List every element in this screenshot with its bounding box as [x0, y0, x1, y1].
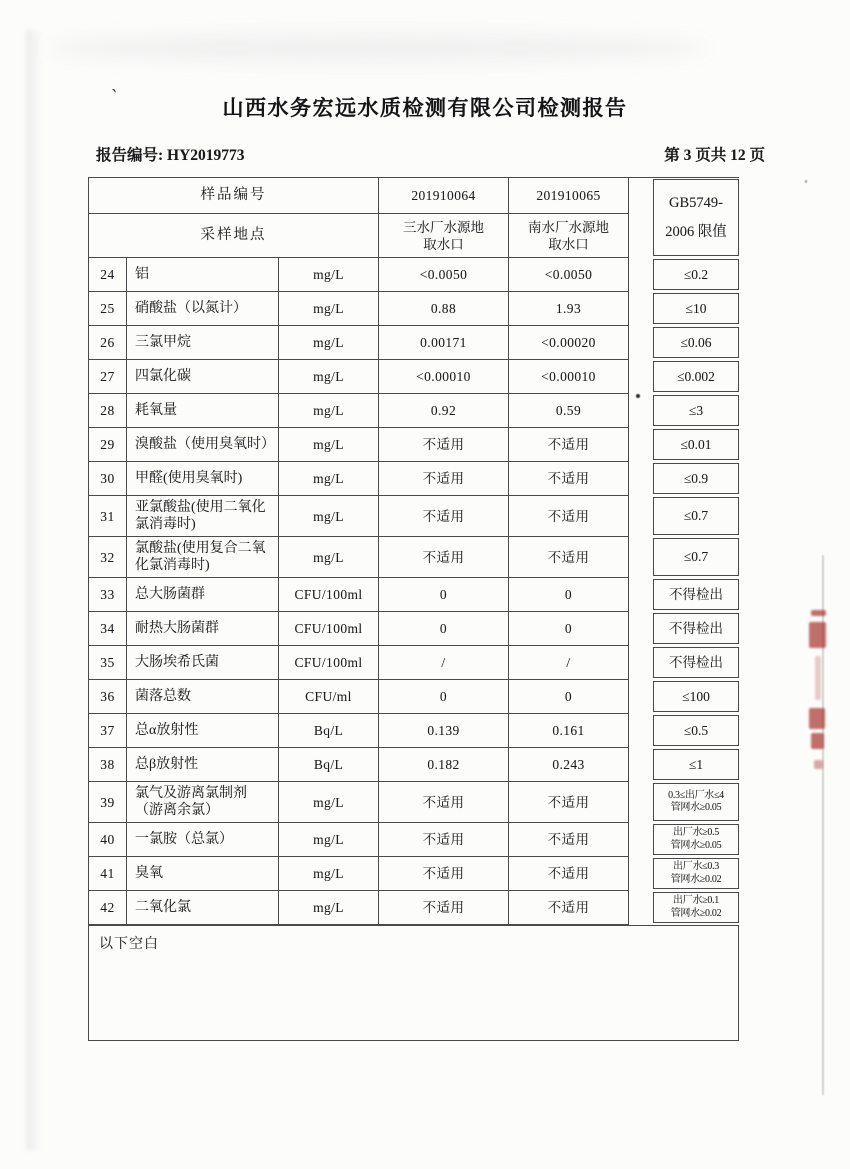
unit-cell: [279, 462, 379, 496]
limit-line1: 不得检出: [669, 586, 723, 602]
sample1-value: [379, 360, 509, 394]
unit-cell: [279, 612, 379, 646]
parameter-name: [127, 462, 279, 496]
sample1-value-text: 不适用: [422, 549, 465, 565]
limit-value: [653, 613, 739, 644]
unit-cell: [279, 326, 379, 360]
sample1-value: [379, 258, 509, 292]
sample1-value-text: 0.92: [430, 403, 457, 418]
sample1-value-text: 不适用: [422, 832, 465, 847]
sample1-value: [379, 578, 509, 612]
report-number-label: 报告编号:: [96, 147, 164, 164]
sample2-value: [509, 496, 629, 537]
limit-line1: ≤0.7: [683, 508, 709, 523]
row-number-text: 41: [100, 866, 115, 881]
spacer-column: [629, 214, 653, 258]
parameter-name: [127, 748, 279, 782]
parameter-name-text: 氯酸盐(使用复合二氧化氯消毒时): [135, 541, 266, 573]
sample1-value: [379, 646, 509, 680]
limit-value: [653, 647, 739, 678]
limit-value: [653, 858, 739, 889]
sample1-value: [379, 612, 509, 646]
parameter-name-text: 总α放射性: [135, 723, 199, 738]
row-number: [89, 326, 127, 360]
scan-smudge: [45, 34, 705, 62]
spacer-column: [629, 612, 653, 646]
sample2-value-text: 不适用: [547, 794, 590, 810]
sample2-value: [509, 748, 629, 782]
unit-text: mg/L: [313, 549, 344, 565]
sample2-value: [509, 680, 629, 714]
sample1-value-text: 不适用: [422, 471, 465, 486]
parameter-name-text: 硝酸盐（以氮计）: [135, 301, 247, 316]
sample2-value: [509, 428, 629, 462]
parameter-name-text: 铝: [135, 267, 149, 282]
limit-line2: 管网水≥0.02: [670, 907, 722, 919]
sample2-value: [509, 537, 629, 578]
parameter-name: [127, 823, 279, 857]
limit-line1: ≤0.2: [683, 266, 709, 282]
sample2-value-text: 不适用: [547, 549, 590, 565]
sample1-value-text: 0.00171: [420, 335, 467, 350]
sample1-value-text: /: [441, 655, 446, 670]
row-number: [89, 646, 127, 680]
unit-text: mg/L: [313, 471, 344, 486]
meta-row: [96, 143, 765, 165]
limit-line2: 管网水≥0.05: [670, 802, 722, 813]
parameter-name-text: 溴酸盐（使用臭氧时）: [135, 437, 275, 452]
row-number-text: 35: [100, 655, 115, 670]
sample2-value: [509, 782, 629, 823]
row-number-text: 33: [100, 587, 115, 602]
unit-text: mg/L: [313, 369, 344, 384]
row-number-text: 29: [100, 437, 115, 452]
unit-text: mg/L: [313, 437, 344, 452]
sample2-value: [509, 326, 629, 360]
sample1-value: [379, 748, 509, 782]
row-number-text: 28: [100, 403, 115, 418]
spacer-column: [629, 360, 653, 394]
parameter-name-text: 亚氯酸盐(使用二氧化氯消毒时): [135, 500, 266, 532]
unit-text: mg/L: [313, 832, 344, 847]
parameter-name-text: 二氧化氯: [135, 900, 191, 915]
sample2-site-line2: 取水口: [548, 236, 589, 252]
sample2-value: [509, 714, 629, 748]
stamp-fragment: [815, 656, 821, 700]
limit-value: [653, 361, 739, 392]
row-number: [89, 496, 127, 537]
parameter-name: [127, 680, 279, 714]
report-number-value: HY2019773: [167, 147, 245, 164]
parameter-name: [127, 326, 279, 360]
document-title: 山西水务宏远水质检测有限公司检测报告: [222, 97, 628, 120]
sample2-value-text: 0.161: [552, 723, 585, 738]
sample1-site-line2: 取水口: [423, 236, 464, 252]
limit-line1: ≤10: [685, 300, 707, 316]
row-number-text: 24: [100, 267, 115, 282]
parameter-name: [127, 428, 279, 462]
limit-line1: 出厂水≥0.1: [673, 895, 719, 906]
stamp-fragment: [811, 610, 826, 616]
sample2-value: [509, 360, 629, 394]
row-number: [89, 428, 127, 462]
limit-value: [653, 395, 739, 426]
parameter-name-text: 耐热大肠菌群: [135, 621, 219, 636]
spacer-column: [629, 496, 653, 537]
limit-line1: ≤100: [682, 688, 710, 704]
sample1-value: [379, 680, 509, 714]
limit-value: [653, 715, 739, 746]
red-stamp-artifact: [808, 610, 834, 778]
limit-line1: ≤0.01: [680, 436, 712, 452]
parameter-name-text: 耗氧量: [135, 403, 177, 418]
parameter-name-text: 三氯甲烷: [135, 335, 191, 350]
sample2-value-text: <0.00020: [541, 335, 596, 350]
row-number-text: 34: [100, 621, 115, 636]
unit-text: mg/L: [313, 335, 344, 350]
sample2-value: [509, 891, 629, 925]
parameter-name: [127, 782, 279, 823]
sample1-value-text: 0.88: [430, 301, 457, 316]
parameter-name: [127, 646, 279, 680]
sample2-value: [509, 258, 629, 292]
parameter-name-text: 氯气及游离氯制剂（游离余氯）: [135, 786, 247, 818]
spacer-column: [629, 891, 653, 925]
limit-value: [653, 327, 739, 358]
limit-value: [653, 259, 739, 290]
row-number: [89, 360, 127, 394]
page-left-edge-shadow: [26, 30, 42, 1150]
sample2-value: [509, 857, 629, 891]
unit-text: mg/L: [313, 794, 344, 810]
parameter-name: [127, 292, 279, 326]
stamp-fragment: [814, 760, 823, 769]
row-number-text: 25: [100, 301, 115, 316]
spacer-column: [629, 857, 653, 891]
sample2-value-text: 0.243: [552, 757, 585, 772]
sample2-site-line1: 南水厂水源地: [528, 219, 609, 235]
spacer-column: [629, 646, 653, 680]
row-number: [89, 823, 127, 857]
parameter-name: [127, 891, 279, 925]
limit-line1: ≤0.7: [683, 549, 709, 564]
row-number-text: 37: [100, 723, 115, 738]
limit-line1: 出厂水≥0.5: [673, 827, 719, 838]
row-number: [89, 857, 127, 891]
row-number-text: 31: [100, 508, 115, 524]
spacer-column: [629, 537, 653, 578]
sample1-value: [379, 428, 509, 462]
sample2-value-text: /: [566, 655, 571, 670]
parameter-name: [127, 578, 279, 612]
unit-text: Bq/L: [313, 757, 344, 772]
spacer-column: [629, 258, 653, 292]
sample2-value-text: 0: [564, 689, 573, 704]
limit-header-line1: GB5749-: [669, 194, 723, 211]
spacer-column: [629, 782, 653, 823]
row-number-text: 30: [100, 471, 115, 486]
sample1-value: [379, 496, 509, 537]
spacer-column: [629, 178, 653, 214]
limit-value: [653, 681, 739, 712]
sample1-value-text: 0: [439, 621, 448, 636]
sample2-site: [509, 214, 629, 258]
row-number-text: 39: [100, 794, 115, 810]
sample2-value: [509, 578, 629, 612]
unit-cell: [279, 646, 379, 680]
spacer-column: [629, 326, 653, 360]
spacer-column: [629, 748, 653, 782]
parameter-name: [127, 394, 279, 428]
parameter-name-text: 甲醛(使用臭氧时): [135, 471, 243, 486]
page-indicator: 第 3 页共 12 页: [664, 147, 765, 164]
limit-line2: 管网水≥0.02: [670, 873, 722, 885]
sample1-value-text: 不适用: [422, 508, 465, 524]
limit-value: [653, 783, 739, 821]
below-blank-note: 以下空白: [89, 925, 739, 1041]
ink-speck: [805, 180, 807, 183]
sample1-value-text: 不适用: [422, 437, 465, 452]
parameter-name: [127, 537, 279, 578]
results-table: [88, 177, 739, 1041]
unit-cell: [279, 680, 379, 714]
limit-value: [653, 892, 739, 923]
spacer-column: [629, 462, 653, 496]
unit-text: mg/L: [313, 301, 344, 316]
parameter-name: [127, 258, 279, 292]
spacer-column: [629, 292, 653, 326]
parameter-name: [127, 360, 279, 394]
row-number: [89, 578, 127, 612]
sample2-value: [509, 823, 629, 857]
row-number: [89, 258, 127, 292]
sample1-site: [379, 214, 509, 258]
sample-id-label: 样品编号: [89, 178, 379, 214]
sample2-value-text: 0.59: [555, 403, 582, 418]
parameter-name-text: 大肠埃希氏菌: [135, 655, 219, 670]
sample2-value-text: 1.93: [555, 301, 582, 316]
row-number: [89, 612, 127, 646]
unit-text: mg/L: [313, 900, 344, 915]
row-number: [89, 292, 127, 326]
spacer-column: [629, 394, 653, 428]
unit-text: mg/L: [313, 403, 344, 418]
unit-cell: [279, 891, 379, 925]
unit-text: mg/L: [313, 866, 344, 881]
limit-line1: ≤0.06: [680, 334, 712, 350]
unit-text: CFU/ml: [305, 689, 352, 704]
sample2-value: [509, 292, 629, 326]
limit-value: [653, 579, 739, 610]
row-number-text: 36: [100, 689, 115, 704]
parameter-name-text: 菌落总数: [135, 689, 191, 704]
limit-line1: ≤3: [688, 402, 704, 418]
parameter-name: [127, 714, 279, 748]
unit-text: CFU/100ml: [294, 655, 363, 670]
limit-line1: 出厂水≤0.3: [673, 861, 719, 872]
sample1-value: [379, 823, 509, 857]
sample2-value-text: 不适用: [547, 832, 590, 847]
sample2-value-text: 0: [564, 621, 573, 636]
unit-cell: [279, 292, 379, 326]
row-number-text: 38: [100, 757, 115, 772]
sample1-value-text: <0.00010: [416, 369, 471, 384]
sample1-value-text: 0: [439, 587, 448, 602]
parameter-name-text: 总β放射性: [135, 757, 199, 772]
sample1-value: [379, 326, 509, 360]
sample1-value-text: <0.0050: [419, 267, 468, 282]
unit-cell: [279, 258, 379, 292]
sample1-value-text: 不适用: [422, 900, 465, 915]
limit-line1: 不得检出: [669, 620, 723, 636]
limit-line1: ≤0.5: [683, 722, 709, 738]
stamp-fragment: [809, 708, 825, 729]
sample1-value: [379, 782, 509, 823]
limit-value: [653, 429, 739, 460]
sample1-value: [379, 891, 509, 925]
stamp-fragment: [811, 733, 824, 749]
parameter-name-text: 四氯化碳: [135, 369, 191, 384]
row-number: [89, 394, 127, 428]
sample2-value: [509, 646, 629, 680]
spacer-column: [629, 714, 653, 748]
sample2-value-text: 不适用: [547, 900, 590, 915]
sample1-value: [379, 857, 509, 891]
unit-text: CFU/100ml: [294, 621, 363, 636]
sample1-id: 201910064: [379, 178, 509, 214]
row-number-text: 40: [100, 832, 115, 847]
row-number: [89, 537, 127, 578]
limit-value: [653, 497, 739, 535]
sample2-value-text: 不适用: [547, 437, 590, 452]
row-number-text: 26: [100, 335, 115, 350]
stray-pen-mark: `: [108, 85, 119, 109]
sample1-value-text: 0.139: [427, 723, 460, 738]
unit-cell: [279, 823, 379, 857]
sample1-value-text: 不适用: [422, 794, 465, 810]
row-number: [89, 748, 127, 782]
spacer-column: [629, 823, 653, 857]
sample1-value: [379, 462, 509, 496]
report-number: [96, 143, 245, 165]
unit-cell: [279, 782, 379, 823]
unit-text: mg/L: [313, 508, 344, 524]
sample2-id: 201910065: [509, 178, 629, 214]
unit-cell: [279, 857, 379, 891]
sample1-value-text: 0.182: [427, 757, 460, 772]
sample2-value-text: 不适用: [547, 508, 590, 524]
limit-line1: ≤0.9: [683, 470, 709, 486]
limit-value: [653, 463, 739, 494]
sample2-value-text: 不适用: [547, 471, 590, 486]
limit-line1: 不得检出: [669, 654, 723, 670]
spacer-column: [629, 578, 653, 612]
unit-text: Bq/L: [313, 723, 344, 738]
sample1-value: [379, 714, 509, 748]
sample2-value: [509, 612, 629, 646]
sample2-value: [509, 462, 629, 496]
sample2-value: [509, 394, 629, 428]
parameter-name: [127, 857, 279, 891]
limit-line2: 管网水≥0.05: [670, 839, 722, 851]
parameter-name: [127, 612, 279, 646]
row-number-text: 32: [100, 549, 115, 565]
limit-line1: ≤1: [688, 756, 704, 772]
unit-cell: [279, 360, 379, 394]
row-number-text: 42: [100, 900, 115, 915]
sample1-value: [379, 537, 509, 578]
limit-column-header: [653, 179, 739, 256]
limit-header-line2: 2006 限值: [665, 224, 727, 241]
row-number: [89, 462, 127, 496]
unit-cell: [279, 496, 379, 537]
spacer-column: [629, 428, 653, 462]
sample1-value: [379, 394, 509, 428]
limit-line1: 0.3≤出厂水≤4: [668, 789, 724, 801]
sample2-value-text: 不适用: [547, 866, 590, 881]
sample1-value-text: 0: [439, 689, 448, 704]
sample1-value: [379, 292, 509, 326]
sample1-value-text: 不适用: [422, 866, 465, 881]
parameter-name-text: 臭氧: [135, 866, 163, 881]
limit-line1: ≤0.002: [677, 368, 715, 384]
parameter-name-text: 总大肠菌群: [135, 587, 205, 602]
parameter-name-text: 一氯胺（总氯）: [135, 832, 233, 847]
unit-text: CFU/100ml: [294, 587, 363, 602]
sample2-value-text: 0: [564, 587, 573, 602]
sample1-site-line1: 三水厂水源地: [403, 219, 484, 235]
unit-cell: [279, 428, 379, 462]
limit-value: [653, 293, 739, 324]
limit-value: [653, 538, 739, 576]
unit-cell: [279, 394, 379, 428]
limit-value: [653, 824, 739, 855]
unit-cell: [279, 537, 379, 578]
unit-cell: [279, 714, 379, 748]
sampling-site-label: 采样地点: [89, 214, 379, 258]
row-number: [89, 680, 127, 714]
sample2-value-text: <0.0050: [544, 267, 593, 282]
row-number: [89, 714, 127, 748]
limit-value: [653, 749, 739, 780]
parameter-name: [127, 496, 279, 537]
unit-cell: [279, 748, 379, 782]
sample2-value-text: <0.00010: [541, 369, 596, 384]
row-number: [89, 891, 127, 925]
spacer-column: [629, 680, 653, 714]
unit-cell: [279, 578, 379, 612]
row-number-text: 27: [100, 369, 115, 384]
unit-text: mg/L: [313, 267, 344, 282]
row-number: [89, 782, 127, 823]
stamp-fragment: [809, 622, 826, 648]
